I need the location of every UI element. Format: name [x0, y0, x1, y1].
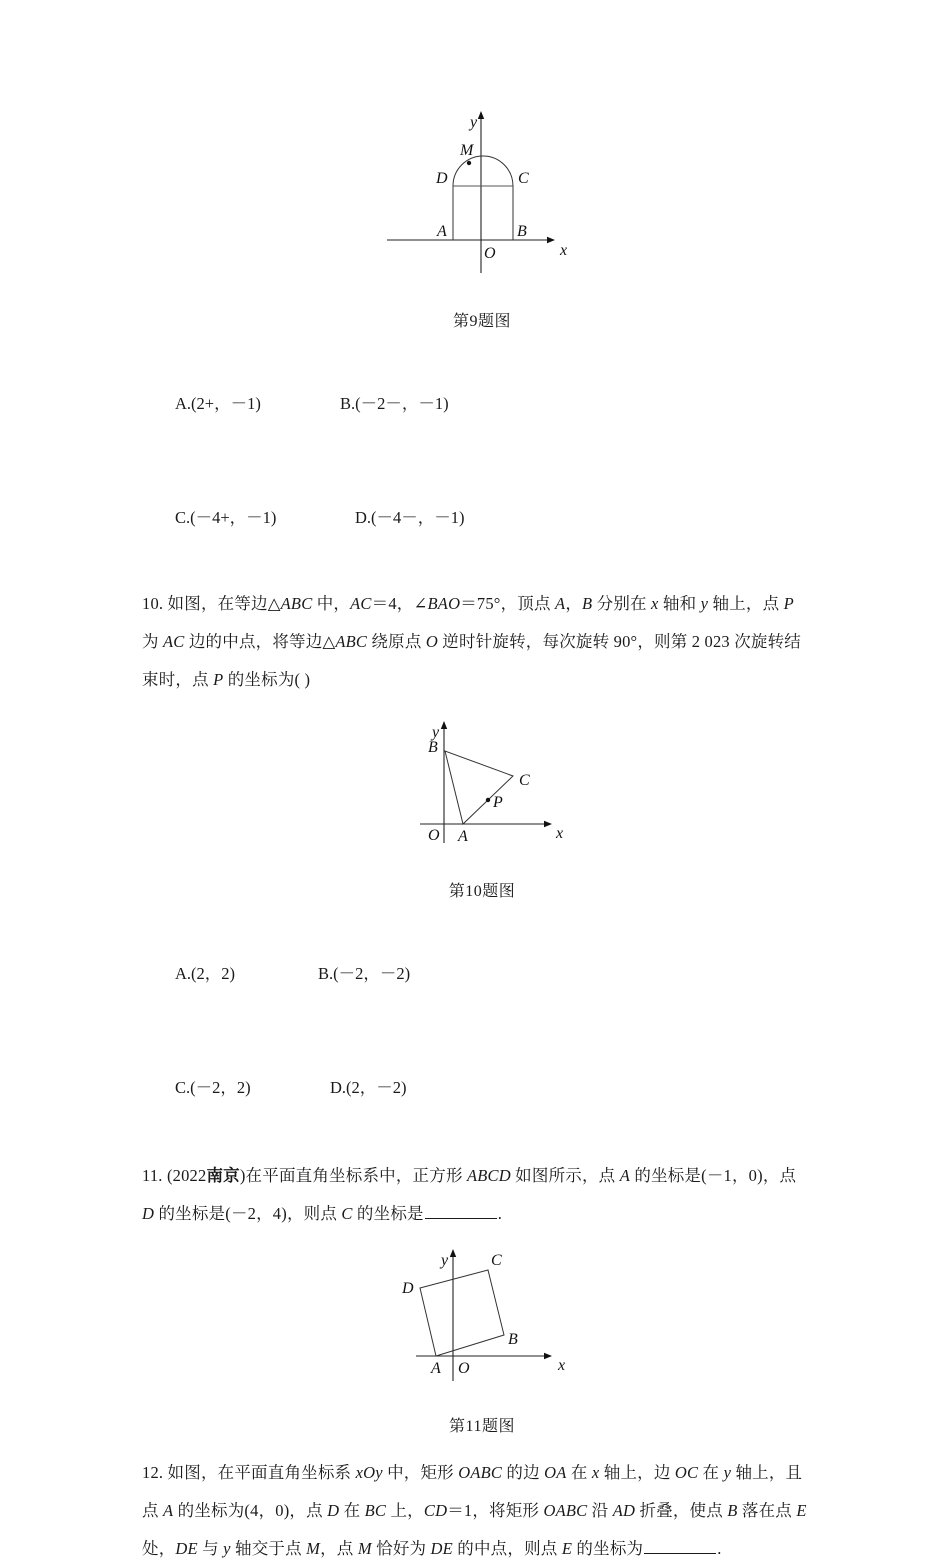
q12-l2-c: 在 — [339, 1501, 365, 1520]
q12-l1-g: 轴上，且 — [731, 1463, 803, 1482]
figure-10 — [142, 711, 822, 851]
q12-l1-c: 的边 — [502, 1463, 545, 1482]
q10-l1-h: 轴上，点 — [708, 594, 784, 613]
label-x-axis: x — [560, 242, 568, 259]
q10-l1-it6: x — [651, 594, 659, 613]
q12-l1-it4: x — [591, 1463, 600, 1482]
q11-l1-a: 11. (2022 — [142, 1166, 207, 1185]
q12-l3-it6: E — [561, 1539, 573, 1558]
q10-l1-it4: A — [555, 594, 566, 613]
x-axis-arrow — [544, 1353, 552, 1359]
figure-9-svg — [332, 105, 632, 280]
q11-l1-it2: A — [619, 1166, 630, 1185]
figure-11-svg — [332, 1239, 632, 1389]
q11-l2-it1: D — [142, 1204, 155, 1223]
q12-l2-it5: OABC — [543, 1501, 588, 1520]
q10-l1-a: 10. 如图，在等边△ — [142, 594, 281, 613]
label-C: C — [519, 772, 530, 789]
q11-l2-it2: C — [341, 1204, 353, 1223]
label-A: A — [437, 223, 447, 240]
q12-l2-a: 点 — [142, 1501, 164, 1520]
label-C: C — [491, 1252, 502, 1269]
q12-l1-it3: OA — [544, 1463, 567, 1482]
y-axis-arrow — [478, 111, 484, 119]
q12-l2-it1: A — [163, 1501, 174, 1520]
label-D: D — [436, 170, 448, 187]
label-y-axis: y — [432, 724, 440, 741]
label-A: A — [458, 828, 468, 845]
q10-l2-b: 边的中点，将等边△ — [184, 632, 336, 651]
label-B: B — [428, 739, 438, 756]
q10-l2-d: 逆时针旋转，每次旋转 90°，则第 2 023 次旋转结 — [437, 632, 802, 651]
q11-l1-d: 的坐标是(－1，0)，点 — [630, 1166, 797, 1185]
q10-l2-c: 绕原点 — [367, 632, 426, 651]
q11-answer-blank[interactable] — [425, 1203, 497, 1219]
question-12-text — [142, 1454, 822, 1568]
q10-option-row-1 — [142, 917, 822, 1031]
q10-l1-it7: y — [700, 594, 709, 613]
q12-l3-f: 的中点，则点 — [452, 1539, 562, 1558]
x-axis-arrow — [544, 821, 552, 827]
q11-l1-b: )在平面直角坐标系中，正方形 — [239, 1166, 467, 1185]
q12-l3-c: 轴交于点 — [230, 1539, 307, 1558]
q12-l2-it7: B — [727, 1501, 738, 1520]
label-O: O — [458, 1360, 470, 1377]
label-B: B — [508, 1331, 518, 1348]
label-B: B — [517, 223, 527, 240]
q12-l3-e: 恰好为 — [371, 1539, 431, 1558]
arc-DC — [453, 156, 513, 186]
point-P-dot — [486, 798, 490, 802]
q12-l1-it2: OABC — [458, 1463, 503, 1482]
q9-option-c[interactable]: C.(－4+，－1) — [175, 508, 277, 527]
q12-l1-f: 在 — [698, 1463, 724, 1482]
q12-l2-it3: BC — [364, 1501, 387, 1520]
q10-l1-c: ＝4，∠ — [371, 594, 428, 613]
q10-l1-b: 中， — [312, 594, 351, 613]
q12-l3-it5: DE — [430, 1539, 453, 1558]
x-axis-arrow — [547, 237, 555, 243]
label-P: P — [493, 794, 503, 811]
q12-l1-a: 12. 如图，在平面直角坐标系 — [142, 1463, 356, 1482]
label-M: M — [460, 142, 474, 159]
page-content — [142, 0, 822, 1568]
square-ABCD — [420, 1270, 504, 1356]
q12-l3-it4: M — [357, 1539, 372, 1558]
q10-l1-e: ， — [565, 594, 583, 613]
point-M-dot — [467, 161, 471, 165]
figure-10-caption: 第10题图 — [448, 883, 516, 900]
triangle-ABC — [445, 751, 513, 824]
q12-l1-b: 中，矩形 — [382, 1463, 459, 1482]
figure-9-caption: 第9题图 — [452, 313, 511, 330]
q10-option-b[interactable]: B.(－2，－2) — [318, 964, 411, 983]
q10-l1-it5: B — [582, 594, 593, 613]
figure-11-caption: 第11题图 — [449, 1418, 515, 1435]
q10-option-a[interactable]: A.(2，2) — [175, 964, 236, 983]
q10-l2-it2: ABC — [335, 632, 368, 651]
q12-l3-a: 处， — [142, 1539, 176, 1558]
q10-l1-it2: AC — [350, 594, 372, 613]
q12-l2-d: 上， — [386, 1501, 424, 1520]
q12-l3-it1: DE — [175, 1539, 198, 1558]
figure-10-svg — [332, 711, 632, 851]
q10-l3-it1: P — [213, 670, 224, 689]
q11-l2-c: . — [497, 1204, 503, 1223]
q10-l1-g: 轴和 — [658, 594, 701, 613]
question-9-options — [142, 347, 822, 575]
q12-l1-it5: OC — [674, 1463, 699, 1482]
q12-l3-it3: M — [306, 1539, 321, 1558]
q12-l2-g: 折叠，使点 — [635, 1501, 728, 1520]
q12-l1-e: 轴上，边 — [599, 1463, 675, 1482]
q10-l1-it3: BAO — [427, 594, 461, 613]
question-10-text — [142, 585, 822, 699]
label-C: C — [518, 170, 529, 187]
q11-city: 南京 — [206, 1166, 240, 1185]
q11-l2-a: 的坐标是(－2，4)，则点 — [154, 1204, 342, 1223]
q10-option-row-2 — [142, 1031, 822, 1145]
q9-option-a[interactable]: A.(2+，－1) — [175, 394, 261, 413]
q12-l2-e: ＝1，将矩形 — [447, 1501, 544, 1520]
label-A: A — [431, 1360, 441, 1377]
q12-l3-b: 与 — [197, 1539, 224, 1558]
q12-l3-d: ，点 — [320, 1539, 358, 1558]
q9-option-row-1 — [142, 347, 822, 461]
q11-l1-c: 如图所示，点 — [510, 1166, 620, 1185]
q10-option-c[interactable]: C.(－2，2) — [175, 1078, 251, 1097]
q12-l2-it6: AD — [612, 1501, 636, 1520]
label-O: O — [484, 245, 496, 262]
question-10-options — [142, 917, 822, 1145]
q10-l2-it1: AC — [163, 632, 185, 651]
q12-l2-h: 落在点 — [737, 1501, 797, 1520]
figure-11 — [142, 1239, 822, 1389]
q10-l1-f: 分别在 — [592, 594, 652, 613]
q12-l3-it2: y — [223, 1539, 231, 1558]
label-D: D — [402, 1280, 414, 1297]
y-axis-arrow — [441, 721, 447, 729]
q10-l3-b: 的坐标为( ) — [223, 670, 311, 689]
figure-9 — [142, 105, 822, 280]
q10-l1-it8: P — [783, 594, 794, 613]
q10-l2-it3: O — [425, 632, 438, 651]
q9-option-row-2 — [142, 461, 822, 575]
q9-option-b[interactable]: B.(－2－，－1) — [340, 394, 449, 413]
q12-answer-blank[interactable] — [644, 1538, 716, 1554]
q12-l2-it4: CD — [423, 1501, 448, 1520]
q12-l2-it2: D — [327, 1501, 340, 1520]
q12-l2-f: 沿 — [587, 1501, 613, 1520]
question-11-text — [142, 1157, 822, 1233]
y-axis-arrow — [450, 1249, 456, 1257]
label-y-axis: y — [470, 114, 478, 131]
q12-l2-b: 的坐标为(4，0)，点 — [173, 1501, 328, 1520]
q10-l1-d: ＝75°，顶点 — [460, 594, 556, 613]
q10-l1-it1: ABC — [280, 594, 313, 613]
q12-l3-g: 的坐标为 — [572, 1539, 644, 1558]
q10-l2-a: 为 — [142, 632, 164, 651]
q12-l2-it8: E — [796, 1501, 807, 1520]
q11-l1-it1: ABCD — [466, 1166, 511, 1185]
q12-l1-it1: xOy — [355, 1463, 383, 1482]
label-y-axis: y — [441, 1252, 449, 1269]
label-x-axis: x — [556, 825, 564, 842]
q9-option-d[interactable]: D.(－4－，－1) — [355, 508, 465, 527]
q12-l1-it6: y — [723, 1463, 732, 1482]
q10-l3-a: 束时，点 — [142, 670, 214, 689]
q11-l2-b: 的坐标是 — [352, 1204, 424, 1223]
label-x-axis: x — [558, 1357, 566, 1374]
q12-l3-h: . — [717, 1539, 722, 1558]
label-O: O — [428, 827, 440, 844]
q12-l1-d: 在 — [566, 1463, 592, 1482]
q10-option-d[interactable]: D.(2，－2) — [330, 1078, 407, 1097]
